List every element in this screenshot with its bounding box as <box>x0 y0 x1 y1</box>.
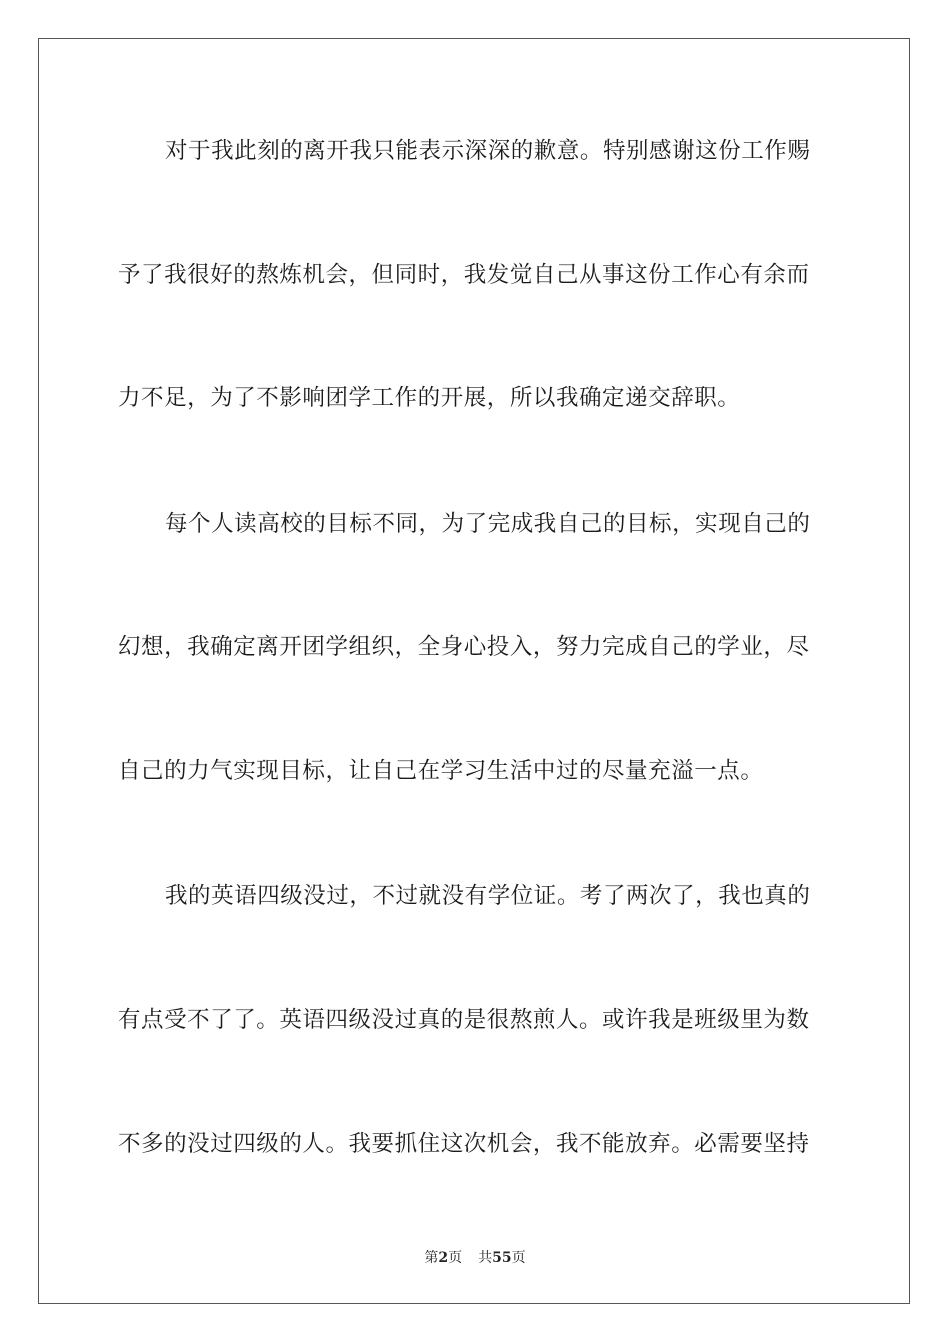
paragraph-2-line-2: 幻想，我确定离开团学组织，全身心投入，努力完成自己的学业，尽 <box>118 634 810 660</box>
page-frame <box>38 38 910 1304</box>
paragraph-3-line-2: 有点受不了了。英语四级没过真的是很熬煎人。或许我是班级里为数 <box>118 1007 810 1033</box>
paragraph-3-line-1: 我的英语四级没过，不过就没有学位证。考了两次了，我也真的 <box>165 883 811 909</box>
paragraph-2-line-1: 每个人读高校的目标不同，为了完成我自己的目标，实现自己的 <box>165 511 811 537</box>
paragraph-1-line-3: 力不足，为了不影响团学工作的开展，所以我确定递交辞职。 <box>118 385 741 411</box>
page-prefix: 第 <box>424 1250 439 1266</box>
total-pages: 55 <box>492 1250 512 1266</box>
page-footer <box>0 1247 950 1267</box>
paragraph-2-line-3: 自己的力气实现目标，让自己在学习生活中过的尽量充溢一点。 <box>118 758 764 784</box>
page-suffix: 页 <box>448 1250 463 1266</box>
paragraph-1-line-2: 予了我很好的熬炼机会，但同时，我发觉自己从事这份工作心有余而 <box>118 262 810 288</box>
paragraph-3-line-3: 不多的没过四级的人。我要抓住这次机会，我不能放弃。必需要坚持 <box>118 1131 810 1157</box>
total-prefix: 共 <box>478 1250 493 1266</box>
page-number: 2 <box>438 1250 449 1266</box>
paragraph-1-line-1: 对于我此刻的离开我只能表示深深的歉意。特别感谢这份工作赐 <box>165 138 811 164</box>
total-suffix: 页 <box>511 1250 526 1266</box>
